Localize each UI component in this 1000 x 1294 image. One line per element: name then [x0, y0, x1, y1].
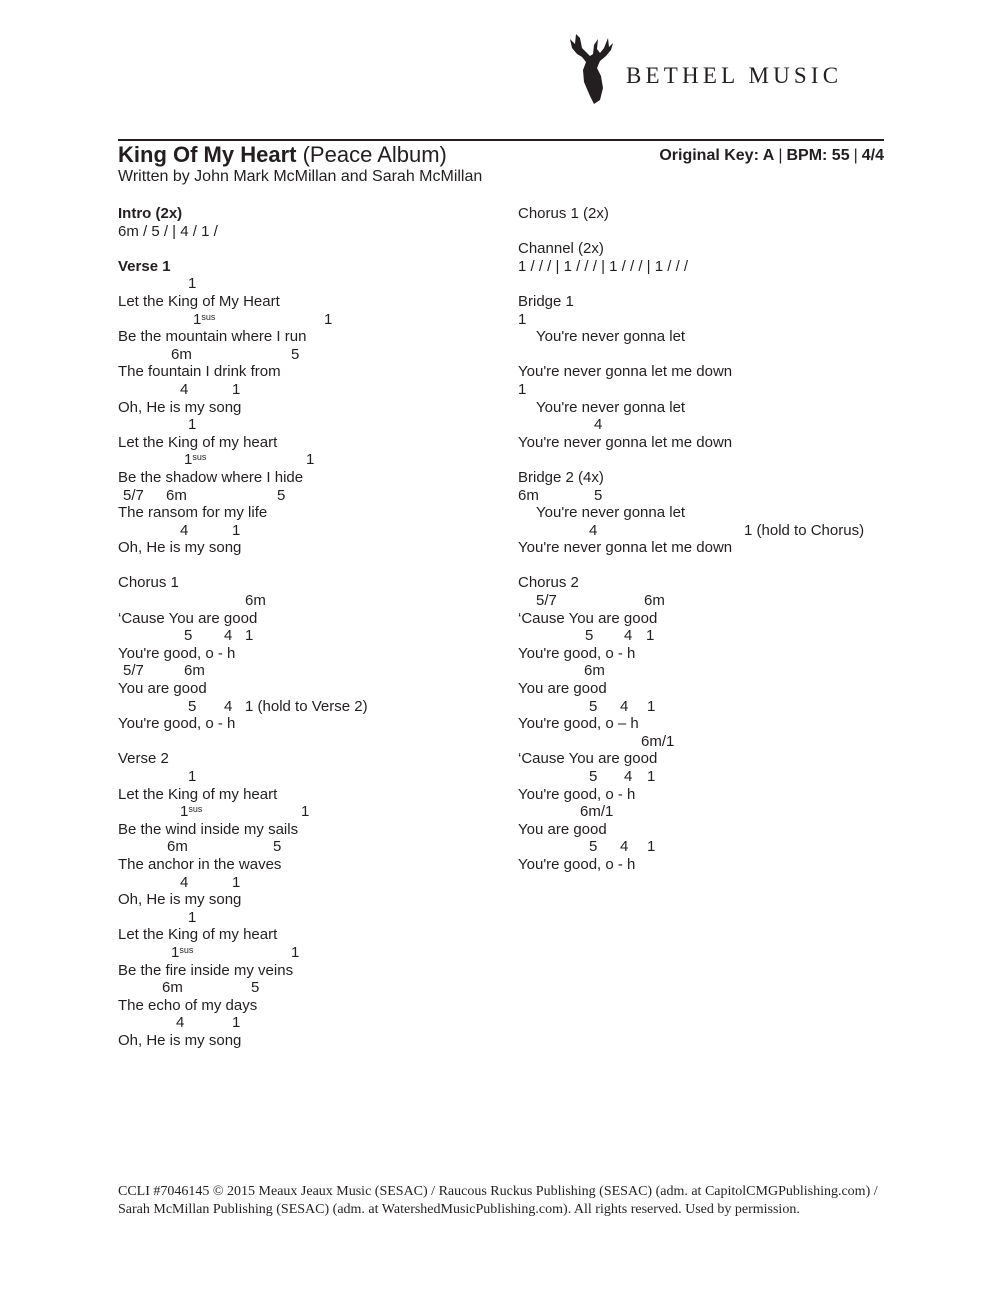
lyric-line: Oh, He is my song	[118, 539, 242, 557]
chord: 4	[224, 697, 233, 715]
chord: 6m	[171, 345, 192, 363]
chord: 4	[624, 627, 633, 645]
chord: 1	[232, 873, 241, 891]
chord: 5	[188, 697, 197, 715]
lyric-line: The anchor in the waves	[118, 855, 282, 873]
chord: 5	[585, 627, 594, 645]
lyric-line: Oh, He is my song	[118, 398, 242, 416]
chord-progression: 6m / 5 / | 4 / 1 /	[118, 222, 218, 240]
lyric-line: The echo of my days	[118, 996, 258, 1014]
chord: 6m	[167, 838, 188, 856]
writers-credit: Written by John Mark McMillan and Sarah McMillan	[118, 168, 483, 185]
lyric-line: Be the shadow where I hide	[118, 468, 304, 486]
chord: 1	[232, 1014, 241, 1032]
bethel-music-logo	[566, 30, 886, 106]
time-signature: 4/4	[861, 147, 884, 164]
left-column	[118, 205, 498, 1050]
chord: $1^{sus}$	[171, 943, 194, 961]
chord-progression: 1 / / / | 1 / / / | 1 / / / | 1 / / /	[518, 257, 689, 275]
chord: 5/7	[123, 662, 144, 680]
section-header: Chorus 2	[518, 574, 579, 592]
lyric-line: You're never gonna let me down	[518, 433, 733, 451]
chord: 6m	[166, 486, 187, 504]
lyric-line: Let the King of my heart	[118, 433, 278, 451]
chord: 4	[620, 697, 629, 715]
deer-head-icon	[566, 30, 616, 106]
lyric-line: You are good	[518, 820, 607, 838]
section-header: Chorus 1	[118, 574, 179, 592]
separator: |	[778, 147, 783, 164]
lyric-line: You're never gonna let	[536, 398, 686, 416]
chord: 6m	[184, 662, 205, 680]
chord: 1	[306, 451, 315, 469]
chord: 4	[180, 521, 189, 539]
lyric-line: You are good	[118, 680, 207, 698]
chord: 1	[646, 627, 655, 645]
chord: 5	[589, 838, 598, 856]
copyright-footer: CCLI #7046145 © 2015 Meaux Jeaux Music (SESAC) / Raucous Ruckus Publishing (SESAC) (adm. at CapitolCMGPublishing.com) / Sarah McMillan Publishing (SESAC) (adm. at WatershedMusicPublishing.com). All rights reserved. Used by permission.	[118, 1184, 878, 1217]
chord: 5/7	[123, 486, 144, 504]
lyric-line: You're never gonna let	[536, 328, 686, 346]
lyric-line: You're good, o - h	[518, 644, 636, 662]
chord: 4	[620, 838, 629, 856]
lyric-line: ‘Cause You are good	[118, 609, 258, 627]
chord: 5	[594, 486, 603, 504]
section-header: Verse 1	[118, 257, 171, 275]
chord: 1	[232, 521, 241, 539]
chord: 1	[232, 380, 241, 398]
chord: 5	[277, 486, 286, 504]
chord: 1	[647, 768, 656, 785]
chord: 4	[624, 768, 633, 785]
lyric-line: You're never gonna let me down	[518, 539, 733, 557]
chord: 4	[180, 380, 189, 398]
lyric-line: You're good, o - h	[518, 855, 636, 873]
lyric-line: Be the mountain where I run	[118, 328, 307, 346]
chord: 1	[188, 908, 197, 926]
lyric-line: Let the King of my heart	[118, 926, 278, 944]
chord: 1	[188, 275, 197, 293]
lyric-line: ‘Cause You are good	[518, 609, 658, 627]
sus-label: sus	[192, 452, 207, 463]
right-column	[518, 205, 898, 874]
lyric-line: You're good, o - h	[518, 785, 636, 803]
lyric-line: You're never gonna let me down	[518, 363, 733, 381]
chord: 6m	[162, 979, 183, 997]
chord: 6m	[245, 592, 266, 610]
song-meta	[659, 147, 884, 165]
section-header: Channel (2x)	[518, 240, 604, 258]
chord: $1^{sus}$	[180, 803, 203, 821]
sus-label: sus	[201, 311, 216, 322]
album-name: (Peace Album)	[302, 142, 447, 167]
chord: 6m	[584, 662, 605, 680]
chord: 6m/1	[580, 803, 614, 821]
section-header: Intro (2x)	[118, 205, 183, 222]
chord: 5/7	[536, 592, 557, 610]
chord: 4	[180, 873, 189, 891]
chord: 5	[184, 627, 193, 645]
lyric-line: ‘Cause You are good	[518, 750, 658, 768]
section-header: Verse 2	[118, 750, 169, 768]
lyric-line: Be the wind inside my sails	[118, 820, 299, 838]
chord: 1	[188, 416, 197, 434]
chord: 5	[589, 697, 598, 715]
chord: 4	[589, 521, 598, 539]
lyric-line: Let the King of my heart	[118, 785, 278, 803]
section-header: Bridge 2 (4x)	[518, 468, 604, 486]
lyric-line: You're never gonna let	[536, 504, 686, 522]
chord: 1	[188, 768, 197, 785]
brand-name: BETHEL MUSIC	[626, 63, 843, 88]
song-title: King Of My Heart	[118, 142, 297, 167]
chord: 1 (hold to Verse 2)	[245, 697, 368, 715]
header-rule	[118, 139, 884, 141]
chord: $1^{sus}$	[184, 451, 207, 469]
chord: $1^{sus}$	[193, 310, 216, 328]
chord: 5	[273, 838, 282, 856]
sus-label: sus	[188, 804, 203, 815]
chord: 6m	[518, 486, 539, 504]
section-header: Bridge 1	[518, 292, 574, 310]
chord: 1	[647, 697, 656, 715]
chord: 4	[594, 416, 603, 434]
chord: 1	[324, 310, 333, 328]
chord: 1	[518, 310, 527, 328]
lyric-line: Oh, He is my song	[118, 891, 242, 909]
chord: 5	[589, 768, 598, 785]
lyric-line: You're good, o – h	[518, 715, 639, 733]
lyric-line: You're good, o - h	[118, 715, 236, 733]
chord: 1	[291, 943, 300, 961]
chord: 4	[176, 1014, 185, 1032]
chord: 6m/1	[641, 732, 675, 750]
separator: |	[853, 147, 858, 164]
lyric-line: The fountain I drink from	[118, 363, 281, 381]
chord: 4	[224, 627, 233, 645]
lyric-line: You're good, o - h	[118, 644, 236, 662]
lyric-line: Let the King of My Heart	[118, 292, 280, 310]
lyric-line: You are good	[518, 680, 607, 698]
section-header: Chorus 1 (2x)	[518, 205, 609, 222]
original-key: Original Key: A	[659, 147, 775, 164]
lyric-line: Oh, He is my song	[118, 1031, 242, 1049]
chord: 5	[291, 345, 300, 363]
chord: 1 (hold to Chorus)	[744, 521, 865, 539]
chord: 1	[518, 380, 527, 398]
bpm: BPM: 55	[786, 147, 850, 164]
lyric-line: The ransom for my life	[118, 504, 268, 522]
lyric-line: Be the fire inside my veins	[118, 961, 294, 979]
sus-label: sus	[179, 944, 194, 955]
song-title-line	[118, 142, 447, 168]
chord: 1	[245, 627, 254, 645]
chord: 5	[251, 979, 260, 997]
chord: 1	[301, 803, 310, 821]
chord: 1	[647, 838, 656, 856]
chord: 6m	[644, 592, 665, 610]
